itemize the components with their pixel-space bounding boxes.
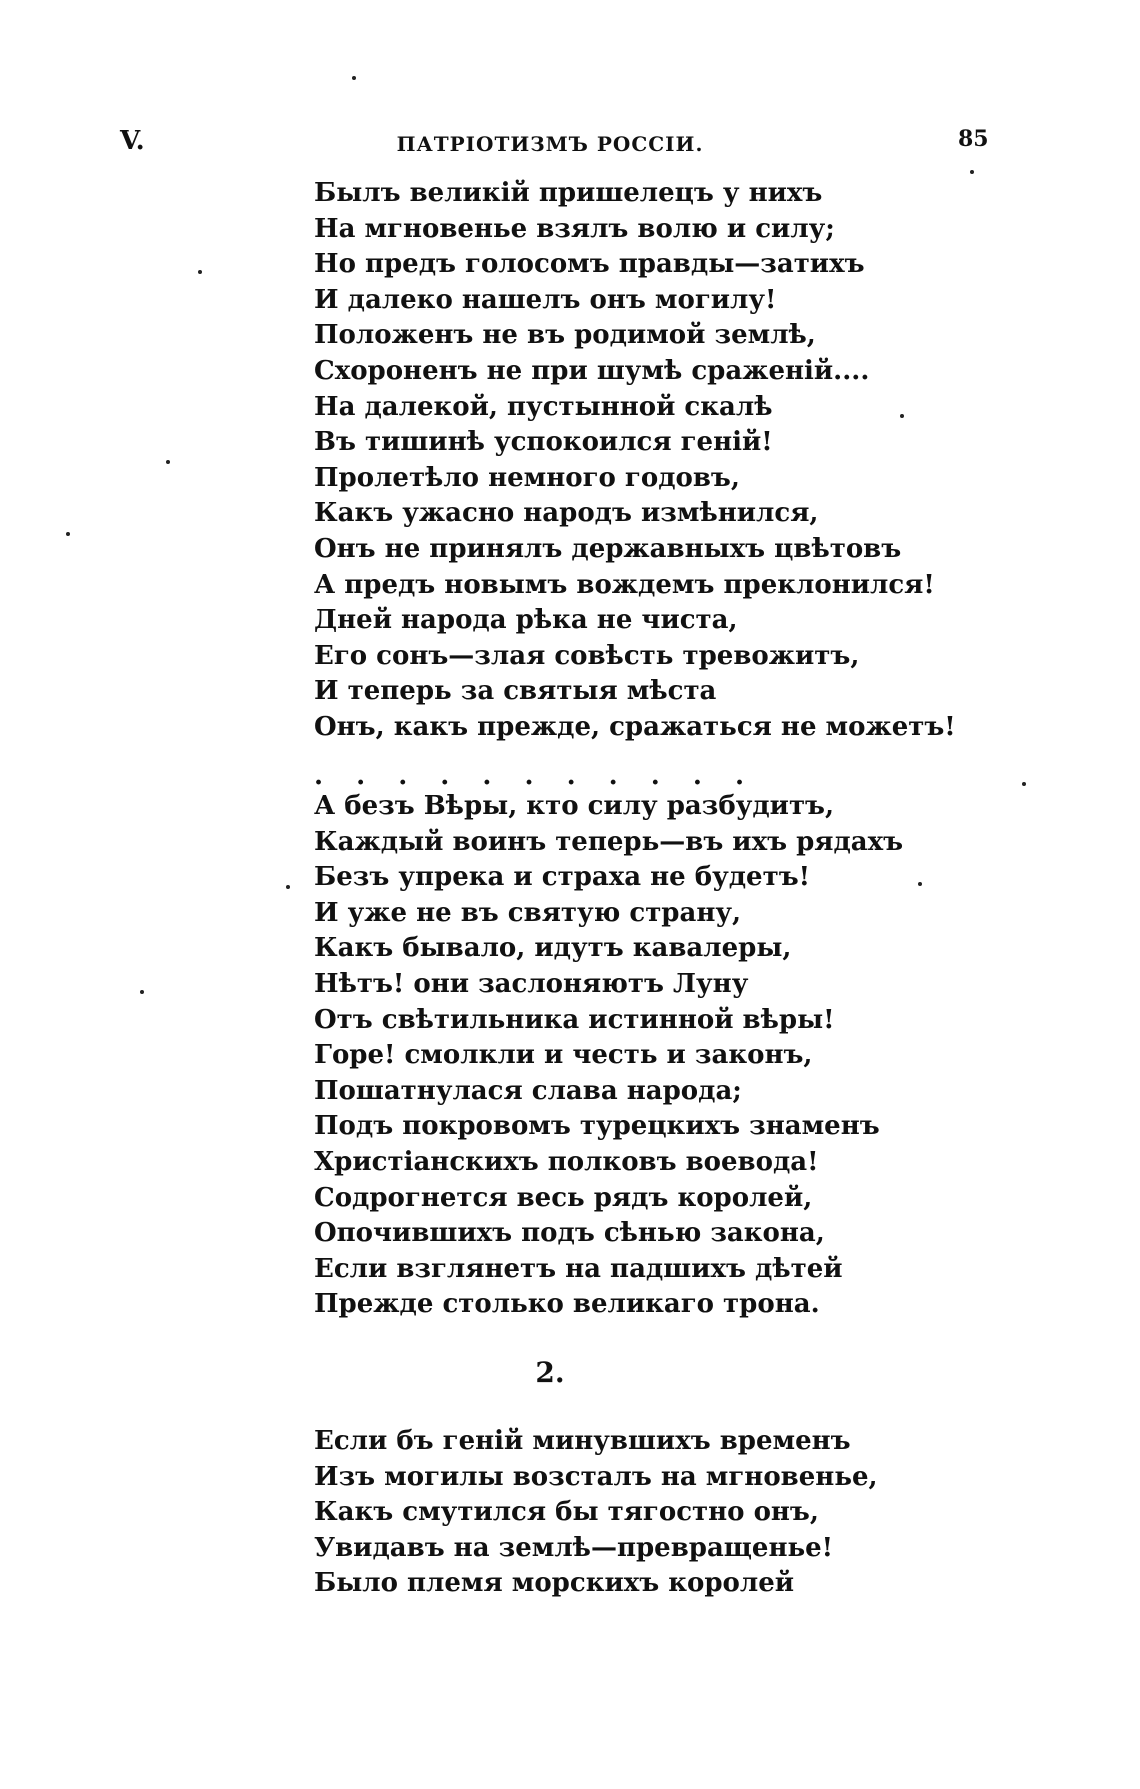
- verse-line: А предъ новымъ вождемъ преклонился!: [314, 569, 935, 600]
- section-mark: V.: [120, 126, 145, 156]
- verse-line: Содрогнется весь рядъ королей,: [314, 1182, 813, 1213]
- ellipsis-dot: .: [524, 761, 534, 791]
- scan-speck: [166, 460, 170, 464]
- stanza-3: [314, 1424, 878, 1602]
- ellipsis-dot: .: [356, 761, 366, 791]
- verse-line: Въ тишинѣ успокоился геній!: [314, 427, 773, 458]
- verse-line: Опочившихъ подъ сѣнью закона,: [314, 1218, 825, 1249]
- verse-line: Нѣтъ! они заслоняютъ Луну: [314, 968, 749, 999]
- verse-line: Если взглянетъ на падшихъ дѣтей: [314, 1253, 843, 1284]
- verse-line: И уже не въ святую страну,: [314, 897, 742, 928]
- verse-line: Онъ, какъ прежде, сражаться не можетъ!: [314, 711, 956, 742]
- verse-line: Но предъ голосомъ правды—затихъ: [314, 249, 865, 280]
- verse-line: Христіанскихъ полковъ воевода!: [314, 1146, 819, 1177]
- verse-line: И теперь за святыя мѣста: [314, 676, 717, 707]
- verse-line: Какъ ужасно народъ измѣнился,: [314, 498, 819, 529]
- verse-line: Каждый воинъ теперь—въ ихъ рядахъ: [314, 826, 904, 857]
- ellipsis-dot: .: [398, 761, 408, 791]
- verse-line: Горе! смолкли и честь и законъ,: [314, 1040, 813, 1071]
- verse-line: Былъ великій пришелецъ у нихъ: [314, 178, 823, 208]
- part-number: 2.: [535, 1356, 565, 1389]
- scan-speck: [286, 885, 290, 889]
- ellipsis-dot: .: [734, 761, 744, 791]
- stanza-1: [314, 176, 956, 746]
- verse-line: Онъ не принялъ державныхъ цвѣтовъ: [314, 533, 902, 564]
- verse-line: На далекой, пустынной скалѣ: [314, 391, 773, 422]
- verse-line: Было племя морскихъ королей: [314, 1568, 795, 1599]
- verse-line: Прежде столько великаго трона.: [314, 1289, 820, 1320]
- ellipsis-dot: .: [692, 761, 702, 791]
- verse-line: Какъ смутился бы тягостно онъ,: [314, 1497, 819, 1528]
- scan-speck: [1022, 782, 1026, 786]
- verse-line: Если бъ геній минувшихъ временъ: [314, 1426, 851, 1456]
- verse-line: Безъ упрека и страха не будетъ!: [314, 862, 811, 893]
- verse-line: Отъ свѣтильника истинной вѣры!: [314, 1004, 835, 1035]
- verse-line: Увидавъ на землѣ—превращенье!: [314, 1532, 834, 1563]
- verse-line: Его сонъ—злая совѣсть тревожитъ,: [314, 640, 860, 671]
- verse-line: На мгновенье взялъ волю и силу;: [314, 213, 835, 244]
- ellipsis-dot: .: [482, 761, 492, 791]
- ellipsis-dot: .: [440, 761, 450, 791]
- scan-speck: [918, 882, 922, 886]
- verse-line: Пошатнулася слава народа;: [314, 1075, 742, 1106]
- scan-speck: [970, 170, 974, 174]
- stanza-2: [314, 789, 903, 1323]
- running-title: ПАТРІОТИЗМЪ РОССІИ.: [396, 132, 704, 156]
- scan-speck: [140, 990, 144, 994]
- verse-line: Схороненъ не при шумѣ сраженій....: [314, 355, 870, 386]
- verse-line: Положенъ не въ родимой землѣ,: [314, 320, 816, 351]
- scan-speck: [352, 76, 356, 80]
- verse-line: Дней народа рѣка не чиста,: [314, 605, 738, 636]
- page-number: 85: [958, 126, 989, 152]
- ellipsis-dot: .: [314, 761, 324, 791]
- scan-speck: [900, 414, 904, 418]
- ellipsis-dot: .: [566, 761, 576, 791]
- scan-speck: [198, 270, 202, 274]
- verse-line: И далеко нашелъ онъ могилу!: [314, 284, 777, 315]
- ellipsis-dot: .: [650, 761, 660, 791]
- ellipsis-dot: .: [608, 761, 618, 791]
- verse-line: Изъ могилы возсталъ на мгновенье,: [314, 1461, 878, 1492]
- scan-speck: [66, 532, 70, 536]
- verse-line: Подъ покровомъ турецкихъ знаменъ: [314, 1111, 880, 1142]
- verse-line: Пролетѣло немного годовъ,: [314, 462, 740, 493]
- running-header: [0, 126, 1140, 166]
- verse-line: А безъ Вѣры, кто силу разбудитъ,: [314, 791, 835, 821]
- verse-line: Какъ бывало, идутъ кавалеры,: [314, 933, 792, 964]
